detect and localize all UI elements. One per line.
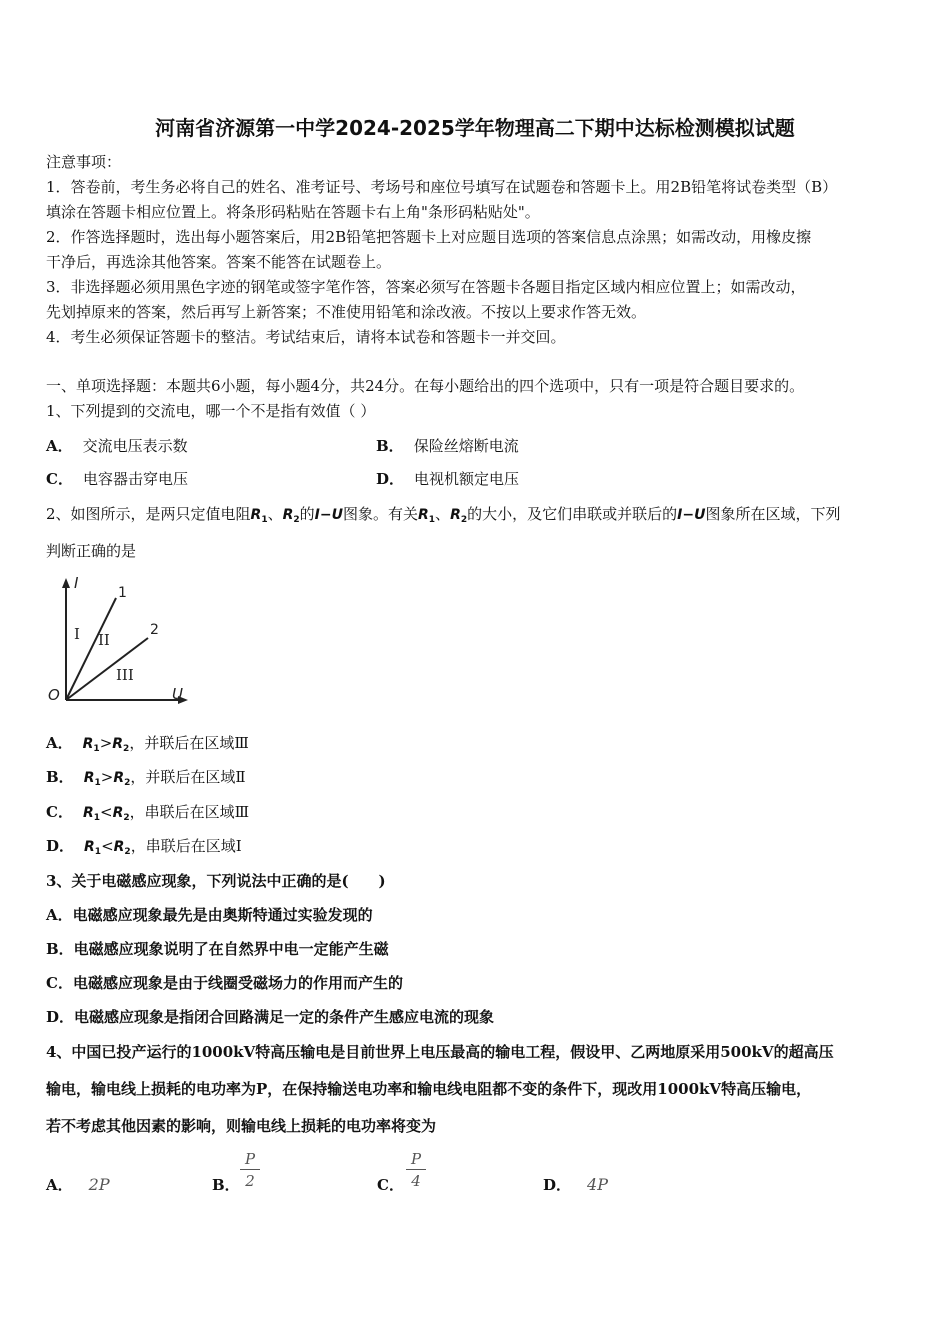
q4-option-c: C．: [377, 1176, 404, 1194]
q2-option-d: D． $R_1<R_2$，串联后在区域Ⅰ: [46, 837, 242, 857]
graph-axis-y-label: I: [74, 574, 79, 592]
notice-heading: 注意事项：: [46, 153, 122, 171]
notice-line: 1．答卷前，考生务必将自己的姓名、准考证号、考场号和座位号填写在试题卷和答题卡上。用2B铅笔将试卷类型（B）: [46, 178, 838, 196]
q1-option-c: C． 电容器击穿电压: [46, 470, 188, 488]
notice-line: 4．考生必须保证答题卡的整洁。考试结束后，请将本试卷和答题卡一并交回。: [46, 328, 566, 346]
q4-option-c-fraction: $\frac{P}{4}$: [406, 1150, 426, 1190]
section-heading: 一、单项选择题：本题共6小题，每小题4分，共24分。在每小题给出的四个选项中，只有一项是符合题目要求的。: [46, 377, 805, 395]
notice-line: 3．非选择题必须用黑色字迹的钢笔或签字笔作答，答案必须写在答题卡各题目指定区域内相应位置上；如需改动，: [46, 278, 806, 296]
graph-line-1: [66, 598, 116, 700]
q4-option-a: A． 2P: [46, 1175, 110, 1194]
q3-option-a: A．电磁感应现象最先是由奥斯特通过实验发现的: [46, 906, 373, 924]
question-2-stem: 2、如图所示，是两只定值电阻$R_1$、$R_2$的I−U图象。有关$R_1$、$R_2$的大小，及它们串联或并联后的I−U图象所在区域，下列: [46, 505, 841, 525]
q3-option-d: D．电磁感应现象是指闭合回路满足一定的条件产生感应电流的现象: [46, 1008, 495, 1026]
q2-option-c: C． $R_1<R_2$，串联后在区域Ⅲ: [46, 803, 250, 823]
graph-region-2-label: II: [98, 631, 110, 649]
graph-line-2-label: 2: [150, 622, 159, 638]
graph-line-1-label: 1: [118, 585, 127, 601]
graph-axis-x-label: U: [172, 685, 183, 703]
question-4-stem: 若不考虑其他因素的影响，则输电线上损耗的电功率将变为: [46, 1117, 437, 1135]
q1-option-d: D． 电视机额定电压: [376, 470, 520, 488]
q1-option-b: B． 保险丝熔断电流: [376, 437, 519, 455]
question-1-stem: 1、下列提到的交流电，哪一个不是指有效值（ ）: [46, 402, 376, 420]
q3-option-b: B．电磁感应现象说明了在自然界中电一定能产生磁: [46, 940, 389, 958]
page-title: 河南省济源第一中学2024-2025学年物理高二下期中达标检测模拟试题: [155, 116, 795, 140]
q4-option-d: D． 4P: [543, 1175, 608, 1194]
graph-origin-label: O: [48, 686, 60, 704]
notice-line: 先划掉原来的答案，然后再写上新答案；不准使用铅笔和涂改液。不按以上要求作答无效。: [46, 303, 647, 321]
graph-region-1-label: I: [74, 625, 80, 643]
q2-option-b: B． $R_1>R_2$，并联后在区域Ⅱ: [46, 768, 246, 788]
q4-option-b-fraction: $\frac{P}{2}$: [240, 1150, 260, 1190]
iu-graph: [44, 572, 194, 712]
q2-option-a: A． $R_1>R_2$，并联后在区域Ⅲ: [46, 734, 249, 754]
question-4-stem: 4、中国已投产运行的1000kV特高压输电是目前世界上电压最高的输电工程，假设甲、乙两地原采用500kV的超高压: [46, 1043, 834, 1061]
notice-line: 2．作答选择题时，选出每小题答案后，用2B铅笔把答题卡上对应题目选项的答案信息点涂黑；如需改动，用橡皮擦: [46, 228, 812, 246]
q3-option-c: C．电磁感应现象是由于线圈受磁场力的作用而产生的: [46, 974, 403, 992]
notice-line: 干净后，再选涂其他答案。答案不能答在试题卷上。: [46, 253, 392, 271]
notice-line: 填涂在答题卡相应位置上。将条形码粘贴在答题卡右上角"条形码粘贴处"。: [46, 203, 540, 221]
question-2-stem-line2: 判断正确的是: [46, 542, 137, 560]
question-3-stem: 3、关于电磁感应现象，下列说法中正确的是( ): [46, 872, 386, 890]
q4-option-b: B．: [212, 1176, 240, 1194]
graph-region-3-label: III: [116, 666, 134, 684]
question-4-stem: 输电，输电线上损耗的电功率为P，在保持输送电功率和输电线电阻都不变的条件下，现改用1000kV特高压输电，: [46, 1080, 812, 1098]
q1-option-a: A． 交流电压表示数: [46, 437, 188, 455]
